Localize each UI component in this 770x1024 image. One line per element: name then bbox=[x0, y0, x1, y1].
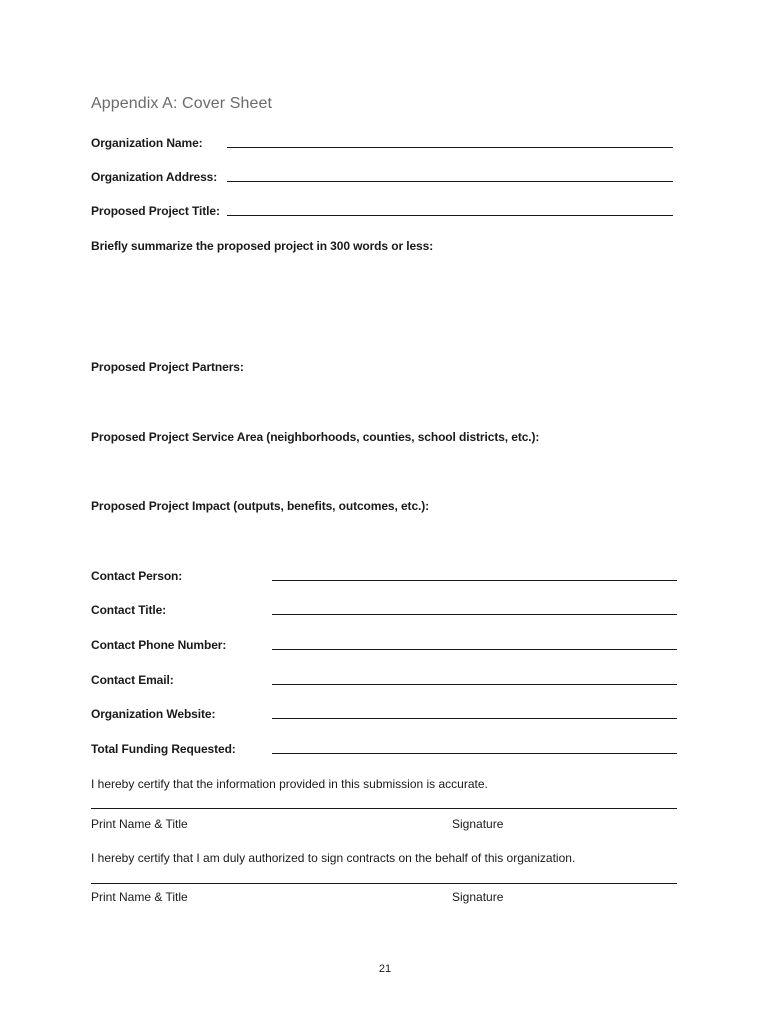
accuracy-statement: I hereby certify that the information provided in this submission is accurate. bbox=[91, 777, 488, 791]
org-address-field[interactable] bbox=[227, 181, 673, 182]
org-address-label: Organization Address: bbox=[91, 170, 218, 184]
project-title-field[interactable] bbox=[227, 215, 673, 216]
page-number: 21 bbox=[378, 963, 392, 975]
contact-phone-field[interactable] bbox=[272, 649, 677, 650]
contact-person-field[interactable] bbox=[272, 580, 677, 581]
impact-question: Proposed Project Impact (outputs, benefits, outcomes, etc.): bbox=[91, 499, 430, 513]
contact-title-field[interactable] bbox=[272, 614, 677, 615]
org-name-label: Organization Name: bbox=[91, 136, 203, 150]
signature-label-1: Signature bbox=[452, 817, 504, 831]
signature-line-2[interactable] bbox=[91, 883, 677, 884]
print-name-label-2: Print Name & Title bbox=[91, 890, 188, 904]
contact-email-field[interactable] bbox=[272, 684, 677, 685]
org-website-label: Organization Website: bbox=[91, 707, 216, 721]
org-name-field[interactable] bbox=[227, 147, 673, 148]
print-name-label-1: Print Name & Title bbox=[91, 817, 188, 831]
contact-phone-label: Contact Phone Number: bbox=[91, 638, 227, 652]
page-title: Appendix A: Cover Sheet bbox=[91, 95, 273, 112]
total-funding-label: Total Funding Requested: bbox=[91, 742, 236, 756]
authority-statement: I hereby certify that I am duly authorized to sign contracts on the behalf of this organization. bbox=[91, 851, 576, 865]
partners-question: Proposed Project Partners: bbox=[91, 360, 244, 374]
signature-line-1[interactable] bbox=[91, 808, 677, 809]
org-website-field[interactable] bbox=[272, 718, 677, 719]
contact-email-label: Contact Email: bbox=[91, 673, 174, 687]
service-area-question: Proposed Project Service Area (neighborhoods, counties, school districts, etc.): bbox=[91, 430, 540, 444]
summary-question: Briefly summarize the proposed project in 300 words or less: bbox=[91, 239, 434, 253]
total-funding-field[interactable] bbox=[272, 753, 677, 754]
signature-label-2: Signature bbox=[452, 890, 504, 904]
contact-person-label: Contact Person: bbox=[91, 569, 183, 583]
project-title-label: Proposed Project Title: bbox=[91, 204, 220, 218]
contact-title-label: Contact Title: bbox=[91, 603, 167, 617]
